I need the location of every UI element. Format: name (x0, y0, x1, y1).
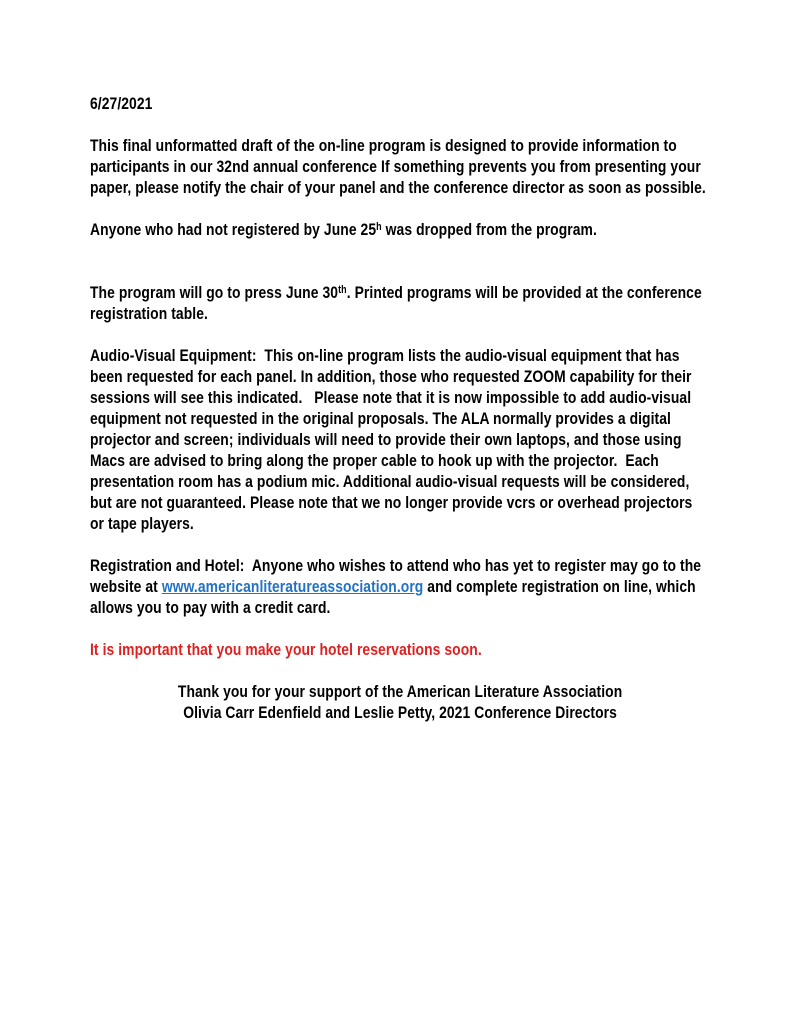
footer-thanks-line: Thank you for your support of the American Literature Association (177, 682, 623, 701)
paragraph-intro: This final unformatted draft of the on-line program is designed to provide information to participants in our 32nd annual conference If something prevents you from presenting your paper, please notify the chair of your panel and the conference director as soon as possible. (90, 136, 706, 197)
ordinal-superscript: th (338, 284, 347, 296)
closing-footer (90, 681, 710, 723)
document-content (90, 93, 710, 723)
hotel-reservation-notice: It is important that you make your hotel reservations soon. (90, 640, 482, 659)
paragraph-registration (90, 555, 710, 618)
ordinal-superscript: h (376, 221, 382, 233)
paragraph-press-text-end: . Printed programs will be provided at the conference registration table. (90, 283, 706, 323)
paragraph-registration-text: Registration and Hotel: Anyone who wishes to attend who has yet to register may go to the website at (90, 556, 706, 596)
association-website-link[interactable]: www.americanliteratureassociation.org (161, 577, 424, 596)
paragraph-registration-text-end: and complete registration on line, which allows you to pay with a credit card. (90, 577, 700, 617)
footer-directors-line: Olivia Carr Edenfield and Leslie Petty, 2021 Conference Directors (183, 703, 617, 722)
paragraph-audio-visual: Audio-Visual Equipment: This on-line program lists the audio-visual equipment that has been requested for each panel. In addition, those who requested ZOOM capability for their sessions will see this indicated. Please note that it is now impossible to add audio-visual equipment not requested in the original proposals. The ALA normally provides a digital projector and screen; individuals will need to provide their own laptops, and those using Macs are advised to bring along the proper cable to hook up with the projector. Each presentation room has a podium mic. Additional audio-visual requests will be considered, but are not guaranteed. Please note that we no longer provide vcrs or overhead projectors or tape players. (90, 346, 697, 533)
paragraph-dropped-text: Anyone who had not registered by June 25 (90, 220, 377, 239)
paragraph-press-text: The program will go to press June 30 (90, 283, 339, 302)
paragraph-dropped-text-end: was dropped from the program. (381, 220, 597, 239)
paragraph-dropped (90, 219, 710, 240)
document-date: 6/27/2021 (90, 94, 153, 113)
paragraph-press (90, 282, 710, 324)
